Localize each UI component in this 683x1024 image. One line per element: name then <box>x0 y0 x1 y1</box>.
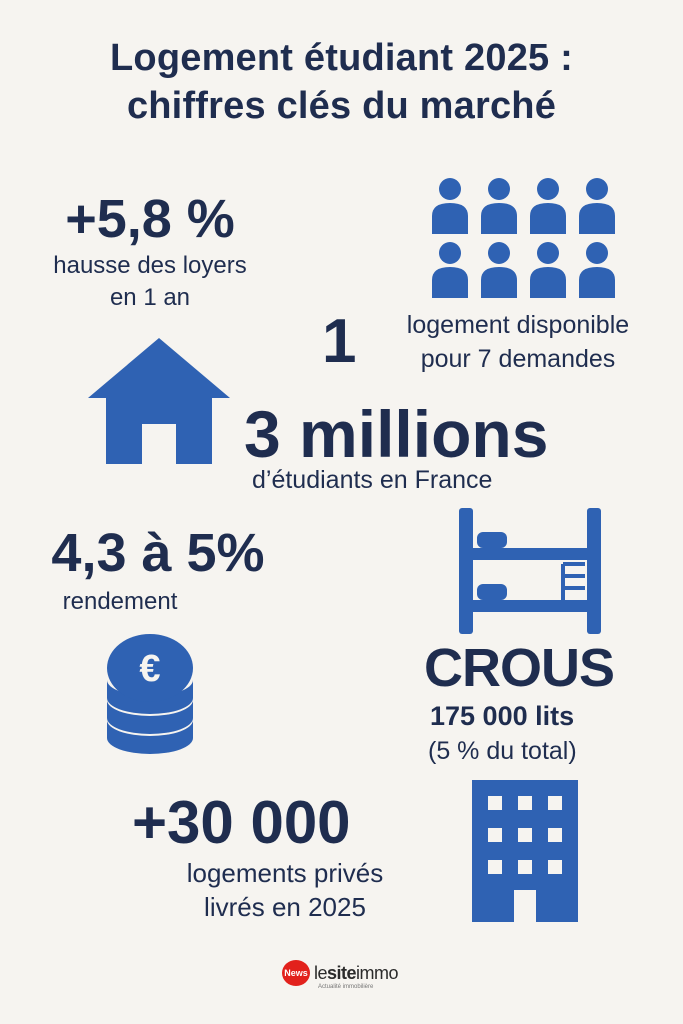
rent-increase-label <box>20 250 280 314</box>
house-icon <box>86 336 232 466</box>
title-line-2: chiffres clés du marché <box>126 85 557 127</box>
students-label: d’étudiants en France <box>252 466 493 494</box>
euro-symbol: € <box>139 648 161 690</box>
building-icon <box>472 780 578 922</box>
private-housing-label <box>120 856 450 924</box>
crous-beds: 175 000 lits <box>430 701 575 731</box>
availability-number: 1 <box>322 307 357 376</box>
bunk-bed-icon <box>455 508 605 634</box>
yield-label: rendement <box>62 588 178 615</box>
availability-label-line-2: pour 7 demandes <box>420 345 616 373</box>
page-title <box>0 34 683 130</box>
yield-value: 4,3 à 5% <box>51 523 265 583</box>
news-badge: News <box>282 960 310 986</box>
rent-increase-value: +5,8 % <box>65 189 235 249</box>
people-grid-icon <box>430 176 620 300</box>
private-label-line-1: logements privés <box>186 858 384 888</box>
crous-share: (5 % du total) <box>428 737 577 765</box>
rent-label-line-2: en 1 an <box>109 284 191 311</box>
logo-text-end: immo <box>356 962 399 983</box>
logo-text-light: le <box>314 962 328 983</box>
crous-title: CROUS <box>424 638 615 698</box>
site-logo[interactable] <box>282 960 398 990</box>
rent-label-line-1: hausse des loyers <box>53 252 247 279</box>
logo-wordmark <box>314 963 398 984</box>
euro-coins-icon <box>104 632 196 756</box>
logo-tagline: Actualité immobilière <box>318 984 374 990</box>
availability-label <box>368 308 668 376</box>
students-value: 3 millions <box>244 397 549 471</box>
title-line-1: Logement étudiant 2025 : <box>110 37 573 79</box>
private-housing-value: +30 000 <box>132 789 351 856</box>
availability-label-line-1: logement disponible <box>406 311 630 339</box>
logo-text-bold: site <box>327 962 357 983</box>
private-label-line-2: livrés en 2025 <box>204 892 366 922</box>
